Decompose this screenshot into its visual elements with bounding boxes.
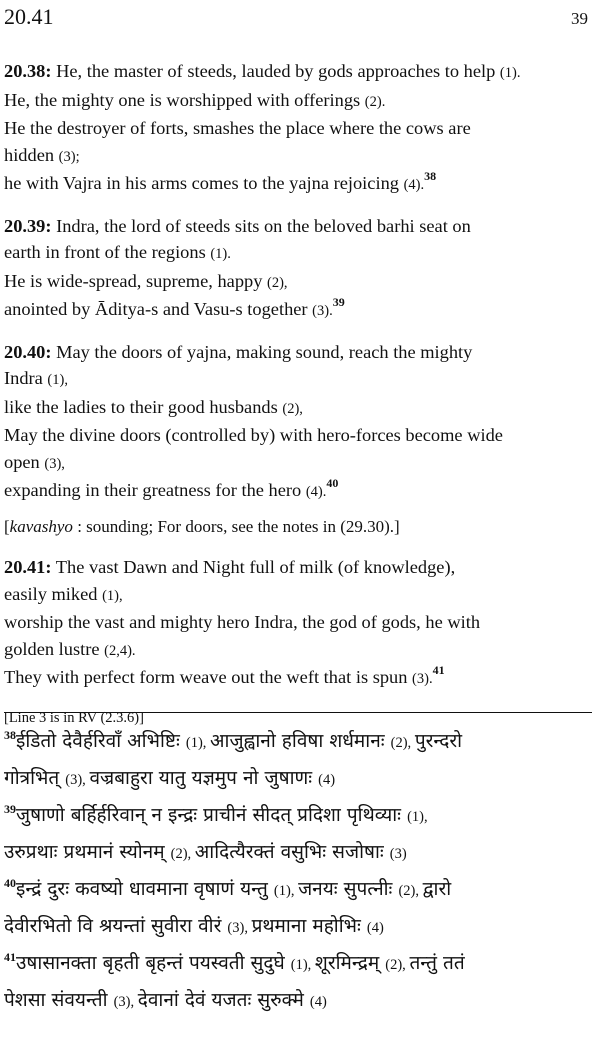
sanskrit-text: तन्तुं ततं: [409, 952, 465, 974]
verse-text: expanding in their greatness for the hero: [4, 480, 306, 500]
sanskrit-text: उरुप्रथाः प्रथमानं स्योनम्: [4, 841, 171, 863]
line-reference: (1).: [499, 65, 521, 81]
verse-line: [4, 636, 592, 665]
sanskrit-text: देवीरभितो वि श्रयन्तां सुवीरा वीरं: [4, 915, 228, 937]
pada-reference: (3),: [227, 920, 252, 936]
sanskrit-text: इन्द्रं दुरः कवष्यो धावमाना वृषाणं यन्तु: [16, 878, 274, 900]
verse-text: open: [4, 451, 45, 472]
verse-line: [4, 239, 592, 268]
verse-number: 20.40:: [4, 341, 52, 362]
line-reference: (2),: [267, 274, 288, 291]
footnote-line: [4, 724, 594, 761]
sanskrit-text: उषासानक्ता बृहती बृहन्तं पयस्वती सुदुघे: [16, 952, 291, 974]
footnote-line: [4, 761, 594, 798]
page-number: 39: [571, 9, 588, 28]
sanskrit-text: शूरमिन्द्रम्: [314, 952, 386, 974]
footnote-line: [4, 946, 594, 983]
pada-reference: (1),: [185, 735, 211, 751]
sanskrit-text: जनयः सुपत्नीः: [298, 878, 399, 900]
verse-text: May the divine doors (controlled by) with hero-forces become wide: [4, 425, 503, 445]
sanskrit-text: जुषाणो बर्हिर्हरिवान् न इन्द्रः प्राचीनं सीदत् प्रदिशा पृथिव्याः: [16, 804, 408, 826]
pada-reference: (3),: [113, 994, 138, 1010]
verse-block: [4, 213, 592, 325]
pada-reference: (3): [389, 846, 407, 862]
pada-reference: (4): [366, 920, 384, 936]
footnote-number: 39: [4, 802, 16, 816]
verse-block: [4, 58, 592, 199]
verse-text: anointed by Āditya-s and Vasu-s together: [4, 299, 313, 319]
verse-text: He is wide-spread, supreme, happy: [4, 270, 268, 291]
footnote-marker: 39: [332, 295, 345, 309]
sanskrit-footnotes: [4, 724, 594, 1020]
verse-text: golden lustre: [4, 638, 105, 659]
verse-text: They with perfect form weave out the weft that is spun: [4, 667, 413, 687]
sanskrit-text: गोत्रभित्: [4, 767, 66, 789]
verse-line: [4, 58, 592, 87]
line-reference: (3).: [312, 303, 333, 319]
footnote-line: [4, 983, 594, 1020]
pada-reference: (1),: [273, 883, 299, 899]
verse-translations: [4, 58, 592, 731]
verse-line: [4, 422, 592, 449]
footnote-number: 40: [4, 876, 16, 890]
verse-line: [4, 581, 592, 610]
verse-line: [4, 87, 592, 116]
line-reference: (3);: [58, 148, 80, 165]
pada-reference: (2),: [170, 846, 195, 862]
line-reference: (2).: [364, 93, 386, 110]
verse-text: easily miked: [4, 583, 103, 604]
verse-line: [4, 394, 592, 423]
footnote-marker: 38: [424, 169, 437, 183]
verse-text: earth in front of the regions: [4, 242, 211, 262]
verse-line: [4, 339, 592, 366]
verse-line: [4, 477, 592, 506]
verse-block: [4, 554, 592, 693]
verse-text: like the ladies to their good husbands: [4, 396, 283, 417]
footnote-number: 41: [4, 950, 16, 964]
pada-reference: (4): [309, 994, 327, 1010]
line-reference: (4).: [403, 177, 425, 193]
verse-text: Indra, the lord of steeds sits on the beloved barhi seat on: [51, 215, 471, 236]
sanskrit-text: देवानां देवं यजतः सुरुक्मे: [137, 989, 310, 1011]
verse-text: May the doors of yajna, making sound, reach the mighty: [51, 341, 473, 362]
sanskrit-text: आदित्यैरक्तं वसुभिः सजोषाः: [194, 841, 390, 863]
sanskrit-text: पुरन्दरो: [414, 730, 463, 752]
verse-text: he with Vajra in his arms comes to the yajna rejoicing: [4, 173, 404, 193]
verse-number: 20.41:: [4, 557, 52, 577]
verse-number: 20.38:: [4, 61, 52, 81]
sanskrit-text: प्रथमाना महोभिः: [251, 915, 367, 937]
verse-line: [4, 142, 592, 171]
line-reference: (1).: [210, 246, 231, 262]
line-source-note: [Line 3 is in RV (2.3.6)]: [4, 709, 144, 726]
line-reference: (2,4).: [104, 642, 136, 659]
verse-line: [4, 170, 592, 199]
verse-line: [4, 213, 592, 240]
pada-reference: (2),: [398, 883, 423, 899]
verse-line: [4, 554, 592, 581]
verse-line: [4, 115, 592, 142]
verse-line: [4, 296, 592, 325]
footnote-line: [4, 798, 594, 835]
footnote-marker: 40: [326, 476, 339, 490]
verse-text: Indra: [4, 368, 48, 388]
verse-note: [4, 514, 592, 541]
line-reference: (3),: [44, 455, 65, 472]
verse-text: worship the vast and mighty hero Indra, the god of gods, he with: [4, 612, 481, 632]
pada-reference: (1),: [290, 957, 315, 973]
verse-text: He, the mighty one is worshipped with offerings: [4, 89, 365, 110]
verse-text: hidden: [4, 144, 59, 165]
line-reference: (4).: [305, 484, 327, 500]
footnote-line: [4, 872, 594, 909]
verse-number: 20.39:: [4, 215, 52, 236]
note-term: kavashyo: [9, 516, 73, 536]
footnote-line: [4, 835, 594, 872]
footnote-marker: 41: [432, 663, 445, 677]
pada-reference: (2),: [390, 735, 415, 751]
verse-line: [4, 268, 592, 297]
line-reference: (2),: [282, 400, 303, 417]
footnote-divider: [4, 712, 592, 713]
verse-line: [4, 664, 592, 693]
section-number: 20.41: [4, 4, 54, 29]
note-bracket: [: [4, 516, 10, 536]
line-reference: (1),: [102, 587, 123, 604]
footnote-line: [4, 909, 594, 946]
sanskrit-text: द्वारो: [422, 878, 452, 900]
sanskrit-text: वज्रबाहुरा यातु यज्ञमुप नो जुषाणः: [89, 767, 319, 789]
verse-text: He the destroyer of forts, smashes the place where the cows are: [4, 118, 471, 138]
sanskrit-text: पेशसा संवयन्ती: [4, 989, 114, 1011]
sanskrit-text: आजुह्वानो हविषा शर्धमानः: [210, 730, 391, 752]
page-header: [4, 4, 588, 34]
pada-reference: (4): [318, 772, 336, 788]
verse-text: He, the master of steeds, lauded by gods approaches to help: [51, 61, 500, 81]
pada-reference: (2),: [385, 957, 410, 973]
line-reference: (3).: [412, 671, 433, 687]
verse-block: [4, 339, 592, 506]
note-text: : sounding; For doors, see the notes in (29.30).]: [72, 516, 400, 536]
verse-line: [4, 365, 592, 394]
verse-line: [4, 609, 592, 636]
sanskrit-text: ईडितो देवैर्हरिवाँ अभिष्टिः: [16, 730, 186, 752]
pada-reference: (1),: [407, 809, 428, 825]
pada-reference: (3),: [65, 772, 90, 788]
verse-text: The vast Dawn and Night full of milk (of knowledge),: [51, 557, 456, 577]
verse-line: [4, 449, 592, 478]
line-reference: (1),: [47, 372, 68, 388]
footnote-number: 38: [4, 728, 16, 742]
